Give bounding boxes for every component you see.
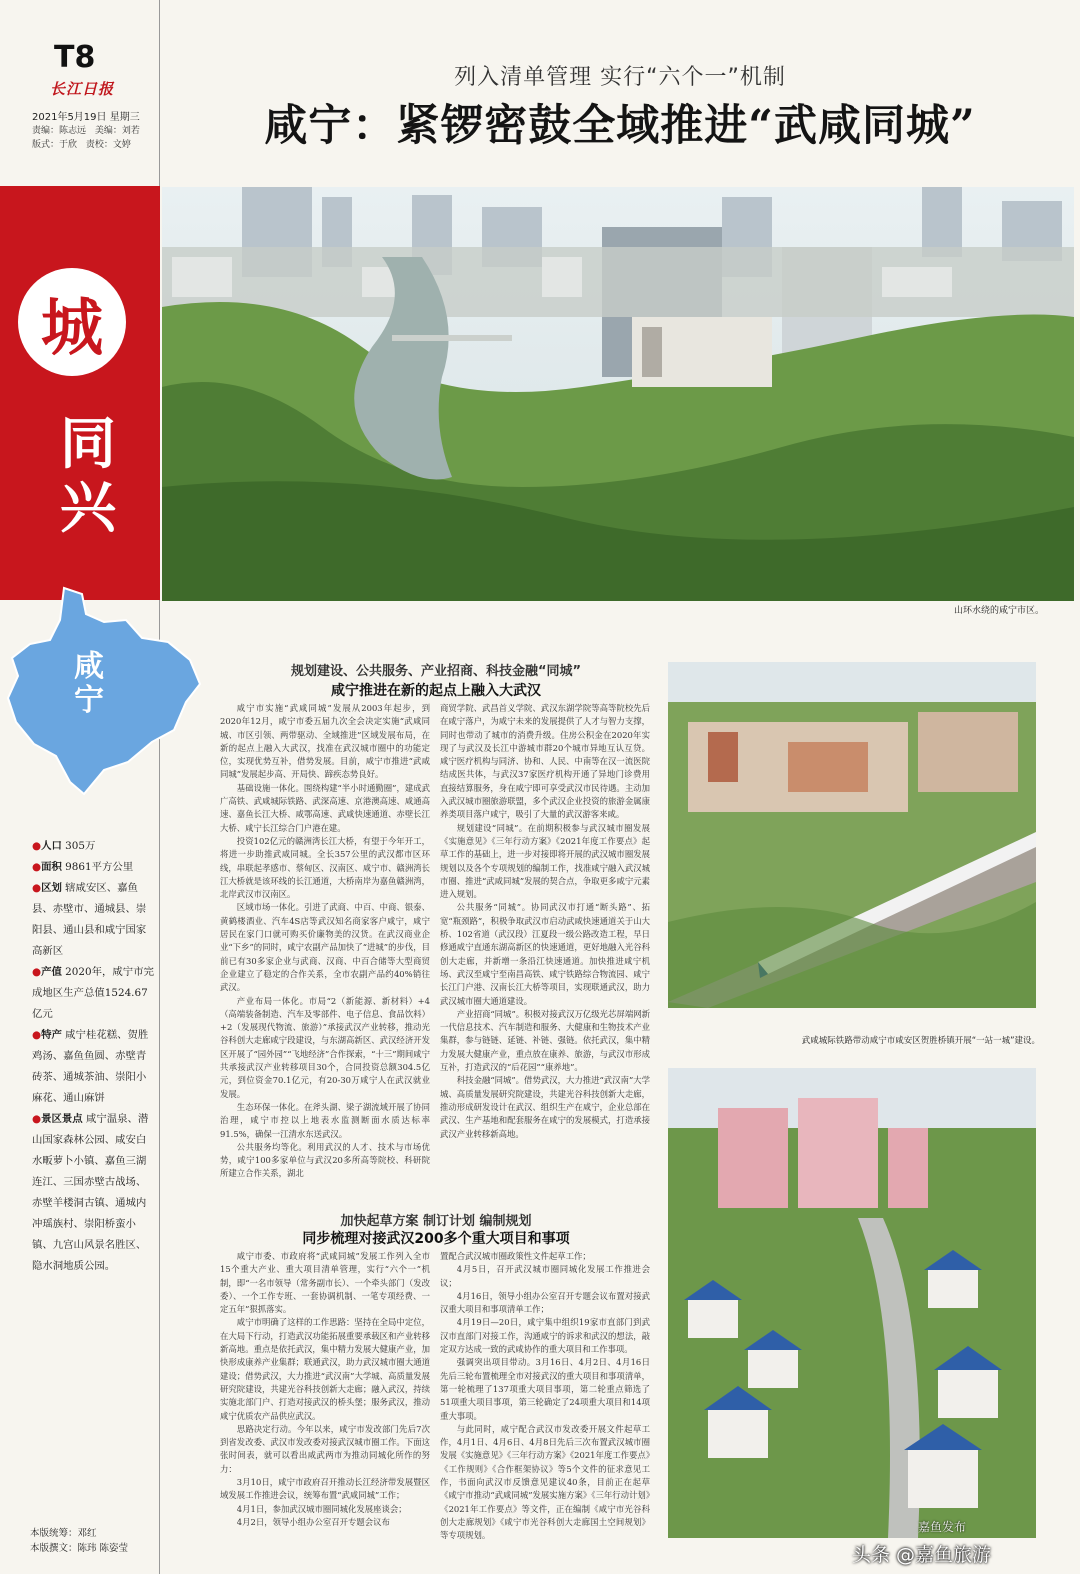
fact-item: ●产值 2020年，咸宁市完成地区生产总值1524.67亿元 (32, 966, 154, 1020)
paragraph: 强调突出项目带动。3月16日、4月2日、4月16日先后三轮布置梳理全市对接武汉的重大项目和事项清单，第一轮梳理了137项重大项目事项，第二轮重点筛选了51项重大项目事项，第三轮确定了24项重大项目和14项重大事项。 (440, 1357, 650, 1421)
paragraph: 公共服务均等化。利用武汉的人才、技术与市场优势，咸宁100多家单位与武汉20多所高等院校、科研院所建立合作关系，湖北 (220, 1141, 430, 1179)
paragraph: 生态环保一体化。在斧头湖、梁子湖流域开展了协同治理，咸宁市控以上地表水监测断面水质达标率91.5%，确保一江清水东送武汉。 (220, 1101, 430, 1139)
main-photo-caption: 山环水绕的咸宁市区。 (953, 606, 1044, 616)
paragraph: 规划建设“同城”。在前期积极参与武汉城市圈发展《实施意见》《三年行动方案》《2021年度工作要点》起草工作的基础上，进一步对接即将开展的武汉城市圈发展规划以及各个专项规划的编制工作，找准咸宁融入武汉城市圈、推进“武咸同城”发展的契合点，争取更多咸宁元素进入规划。 (440, 822, 650, 900)
article2-column-2 (440, 1250, 650, 1540)
paragraph: 置配合武汉城市圈政策性文件起草工作； (440, 1251, 591, 1261)
fact-label: 特产 (41, 1029, 62, 1041)
fact-label: 人口 (41, 840, 62, 852)
editor-item: 责编：陈志远 (32, 126, 87, 136)
credit-line: 本版统筹：邓红 (30, 1528, 97, 1539)
article2-subtitle: 加快起草方案 制订计划 编制规划 (340, 1214, 532, 1229)
paragraph: 科技金融“同城”。借势武汉，大力推进“武汉南”大学城、高质量发展研究院建设，共建光谷科技创新大走廊，推动形成研发设计在武汉、组织生产在咸宁，企业总部在武汉、生产基地和配套服务在咸宁的发展模式，打造承接武汉产业转移新高地。 (440, 1075, 650, 1139)
editor-item: 美编：刘若 (94, 126, 140, 136)
city-river-photo (162, 187, 1074, 601)
paragraph: 思路决定行动。今年以来，咸宁市发改部门先后7次到省发改委、武汉市发改委对接武汉城市圈工作。下面这张时间表，就可以看出咸武两市为推动同城化所作的努力： (220, 1423, 430, 1474)
fact-text: 咸宁桂花糕、贺胜鸡汤、嘉鱼鱼圆、赤壁青砖茶、通城茶油、崇阳小麻花、通山麻饼 (32, 1029, 149, 1104)
fact-text: 305万 (65, 840, 96, 852)
credit-line: 本版撰文：陈玮 陈姿莹 (30, 1543, 129, 1554)
section-circle-badge (18, 268, 126, 376)
map-label: 咸宁 (74, 649, 104, 718)
paragraph: 4月2日，领导小组办公室召开专题会议布 (236, 1516, 390, 1527)
paragraph: 咸宁市明确了这样的工作思路：坚持在全局中定位，在大局下行动，打造武汉功能拓展重要承载区和产业转移新高地。重点是依托武汉，集中精力发展大健康产业，加快形成康养产业集群；联通武汉，助力武汉城市圈大通道建设；借势武汉，大力推进“武汉南”大学城、高质量发展研究院建设，共建光谷科技创新大走廊；融入武汉，持续实施北部门户、打造对接武汉的桥头堡；服务武汉，推动咸宁优质农产品供应武汉。 (220, 1317, 430, 1421)
paragraph: 投资102亿元的赣洲湾长江大桥，有望于今年开工，将进一步助推武咸同城。全长357公里的武汉都市区环线，串联起孝感市、蔡甸区、汉南区、咸宁市、赣洲湾长江大桥就是该环线的长江通道，大桥南岸为嘉鱼赣洲湾，北岸武汉市汉南区。 (220, 835, 430, 900)
railway-photo-caption: 武咸城际铁路带动咸宁市咸安区贺胜桥镇开展“一站一城”建设。 (801, 1036, 1040, 1046)
fact-text: 咸宁温泉、潜山国家森林公园、咸安白水畈萝卜小镇、嘉鱼三湖连江、三国赤壁古战场、赤壁羊楼洞古镇、通城内冲瑶族村、崇阳桥蛮小镇、九宫山风景名胜区、隐水洞地质公园。 (32, 1113, 149, 1272)
paragraph: 4月19日—20日，咸宁集中组织19家市直部门到武汉市直部门对接工作，沟通咸宁的诉求和武汉的想法，敲定双方达成一致的武咸协作的重大项目和工作事项。 (440, 1317, 650, 1355)
article2-title: 同步梳理对接武汉200多个重大项目和事项 (302, 1231, 570, 1247)
fact-label: 面积 (41, 861, 62, 873)
kicker: 列入清单管理 实行“六个一”机制 (454, 65, 786, 90)
paragraph: 产业布局一体化。市局“2（新能源、新材料）+4（高端装备制造、汽车及零部件、电子信息、食品饮料）+2（发展现代物流、旅游）”承接武汉产业转移，推动光谷科创大走廊咸宁段建设，与东湖高新区、武汉经济开发区开展了“园外园”“飞地经济”合作探索，“十三”期间咸宁共承接武汉产业转移项目30个，合同投资总额304.5亿元，到位资金70.1亿元，有20-30万咸宁人在武汉就业发展。 (220, 995, 430, 1099)
page-number: T8 (54, 40, 96, 75)
editor-item: 版式：于欣 (32, 140, 78, 150)
fact-label: 景区景点 (41, 1113, 83, 1125)
villa-community-photo (668, 1068, 1036, 1538)
article2-column-1 (220, 1250, 430, 1540)
fact-item: ●面积 9861平方公里 (32, 861, 134, 873)
fact-label: 产值 (41, 966, 62, 978)
paragraph: 商贸学院、武昌首义学院、武汉东湖学院等高等院校先后在咸宁落户，为咸宁未来的发展提供了人才与智力支撑，同时也带动了城市的消费升级。住房公积金在2020年实现了与武汉及长江中游城市群20个城市异地互认互贷。咸宁医疗机构与同济、协和、人民、中南等在汉一流医院结成医共体，与武汉37家医疗机构开通了异地门诊费用直接结算服务，身在咸宁即可享受武汉市民待遇。主动加入武汉城市圈旅游联盟，多个武汉企业投资的旅游金属康养类项目落户咸宁，吸引了大量的武汉游客来咸。 (440, 703, 650, 820)
paragraph: 3月10日，咸宁市政府召开推动长江经济带发展暨区域发展工作推进会议，统筹布置“武咸同城”工作； (220, 1477, 430, 1501)
fact-item: ●景区景点 咸宁温泉、潜山国家森林公园、咸安白水畈萝卜小镇、嘉鱼三湖连江、三国赤壁古战场、赤壁羊楼洞古镇、通城内冲瑶族村、崇阳桥蛮小镇、九宫山风景名胜区、隐水洞地质公园。 (32, 1113, 149, 1272)
fact-text: 9861平方公里 (65, 861, 134, 873)
fact-text: 辖咸安区、嘉鱼县、赤壁市、通城县、崇阳县、通山县和咸宁国家高新区 (32, 882, 147, 957)
editor-list (32, 124, 152, 152)
fact-label: 区划 (41, 882, 62, 894)
editor-item: 责校：文婷 (85, 140, 131, 150)
paragraph: 咸宁市实施“武咸同城”发展从2003年起步，到2020年12月，咸宁市委五届九次全会决定实施“武咸同城、市区引领、两带驱动、全域推进”区域发展布局，在新的起点上融入大武汉，找准在武汉城市圈中的功能定位，实现优势互补，借势发展。目前，咸宁市推进“武咸同城”发展起步高、开局快、蹄疾态势良好。 (220, 703, 430, 780)
paragraph: 咸宁市委、市政府将“武咸同城”发展工作列入全市15个重大产业、重大项目清单管理，实行“六个一”机制，即“一名市领导（常务副市长）、一个牵头部门（发改委）、一个工作专班、一套协调机制、一笔专项经费、一定五年”狠抓落实。 (220, 1251, 430, 1315)
article1-column-1 (220, 702, 430, 1202)
watermark: 头条 @嘉鱼旅游 (852, 1544, 992, 1566)
paragraph: 区域市场一体化。引进了武商、中百、中商、银泰、黄鹤楼酒业、汽车4S店等武汉知名商家客户咸宁，咸宁居民在家门口就可购买价廉物美的汉货。在武汉商业企业“下乡”的同时，咸宁农副产品加快了“进城”的步伐，目前已有30多家企业与武商、汉商、中百合储等大型商贸企业建立了稳定的合作关系，全市农副产品约40%销往武汉。 (220, 902, 430, 993)
section-vertical-title: 同兴 (60, 411, 116, 541)
headline: 咸宁：紧锣密鼓全域推进“武咸同城” (264, 101, 976, 151)
dateline: 2021年5月19日 星期三 (32, 112, 140, 123)
railway-town-photo (668, 662, 1036, 1008)
section-char: 城 (40, 290, 103, 364)
paragraph: 产业招商“同城”。积极对接武汉万亿级光芯屏端网新一代信息技术、汽车制造和服务、大健康和生物技术产业集群，参与链链、延链、补链、强链。依托武汉，集中精力发展大健康产业，重点放在康养、旅游，与武汉市形成互补，打造武汉的“后花园”“康养地”。 (440, 1008, 650, 1073)
paragraph: 基础设施一体化。围绕构建“半小时通勤圈”，建成武广高铁、武咸城际铁路、武深高速、京港澳高速、咸通高速、嘉鱼长江大桥、咸鄂高速、武咸快速通道、赤壁长江大桥、咸宁长江综合门户港在建。 (220, 782, 430, 833)
article1-subtitle: 规划建设、公共服务、产业招商、科技金融“同城” (290, 664, 582, 679)
paragraph: 4月16日，领导小组办公室召开专题会议布置对接武汉重大项目和事项清单工作； (440, 1290, 650, 1315)
fact-item: ●人口 305万 (32, 840, 96, 852)
city-facts (32, 836, 156, 1277)
fact-item: ●特产 咸宁桂花糕、贺胜鸡汤、嘉鱼鱼圆、赤壁青砖茶、通城茶油、崇阳小麻花、通山麻饼 (32, 1029, 149, 1104)
paragraph: 与此同时，咸宁配合武汉市发改委开展文件起草工作，4月1日、4月6日、4月8日先后三次布置武汉城市圈发展《实施意见》《三年行动方案》《2021年度工作要点》《工作规则》《合作框架协议》等5个文件的征求意见工作，书面向武汉市反馈意见建议40条，目前正在起草《咸宁市推动“武咸同城”发展实施方案》《三年行动计划》《2021年工作要点》等文件，正在编制《咸宁市光谷科创大走廊规划》《咸宁市光谷科创大走廊国土空间规划》等专项规划。 (440, 1423, 650, 1540)
watermark-source: 嘉鱼发布 (918, 1520, 967, 1534)
masthead: 长江日报 (50, 80, 115, 98)
fact-item: ●区划 辖咸安区、嘉鱼县、赤壁市、通城县、崇阳县、通山县和咸宁国家高新区 (32, 882, 147, 957)
fact-text: 2020年，咸宁市完成地区生产总值1524.67亿元 (32, 966, 154, 1020)
paragraph: 4月5日，召开武汉城市圈同城化发展工作推进会议； (440, 1264, 650, 1288)
page-credits (30, 1526, 128, 1556)
article1-column-2 (440, 702, 650, 1202)
article1-title: 咸宁推进在新的起点上融入大武汉 (331, 683, 541, 699)
paragraph: 公共服务“同城”。协同武汉市打通“断头路”、拓宽“瓶颈路”，积极争取武汉市启动武咸快速通道关于山大桥、102省道（武汉段）江夏段一级公路改造工程，早日修通咸宁直通东湖高新区的快速通道，更好地融入光谷科创大走廊，并新增一条沿江快速通道。加快推进咸宁机场、武汉至咸宁至南昌高铁、咸宁铁路综合物流园、咸宁长江门户港、汉南长江大桥等项目，实现联通武汉，助力武汉城市圈大通道建设。 (440, 902, 650, 1006)
paragraph: 4月1日，参加武汉城市圈同城化发展座谈会； (236, 1503, 407, 1514)
